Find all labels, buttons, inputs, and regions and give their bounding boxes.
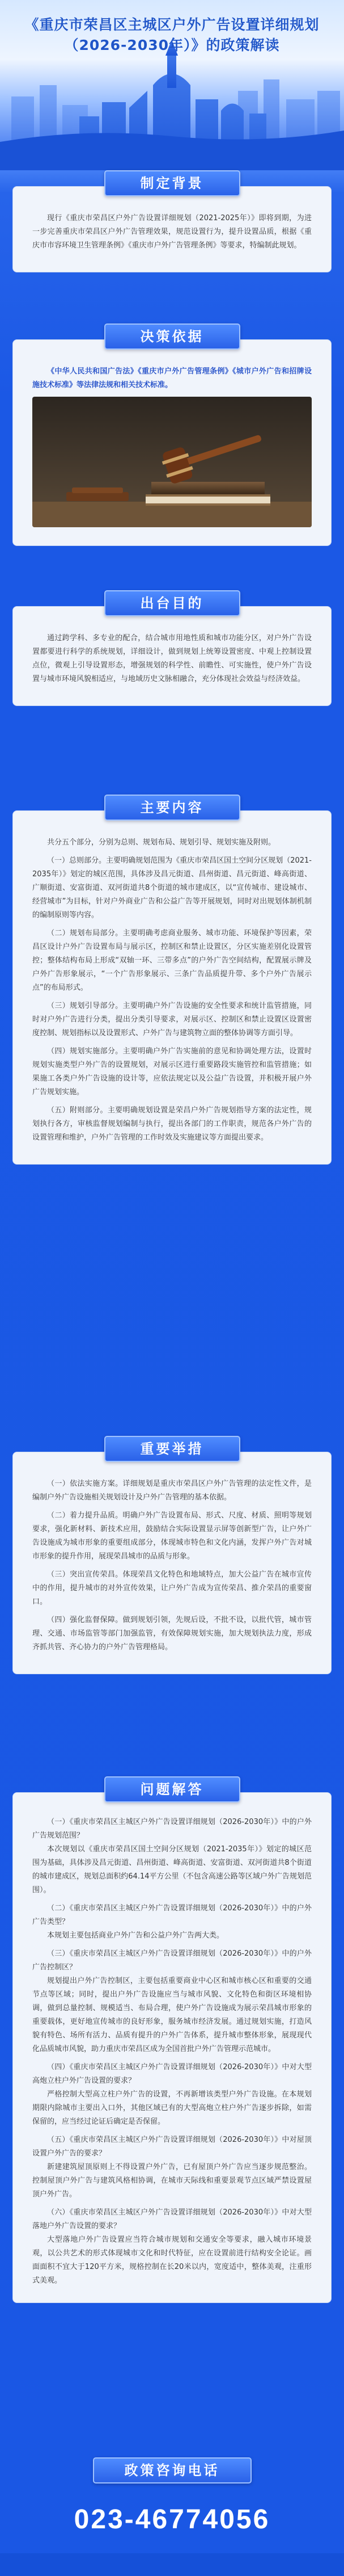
measures-card	[12, 1452, 332, 1674]
measures-paragraph: （二）着力提升品质。明确户外广告设置布局、形式、尺度、材质、照明等规划要求，强化新材料、新技术应用，鼓励结合实际设置显示屏等创新型广告，让户外广告设施成为城市形象的重要组成部分，体现城市特色和文化内涵，发挥户外广告对城市形象的提升作用，展现荣昌城市的品质与形象。	[32, 1511, 312, 1561]
page-title: 《重庆市荣昌区主城区户外广告设置详细规划（2026-2030年）》的政策解读	[24, 16, 320, 53]
content-paragraph: （五）附则部分。主要明确规划设置是荣昌户外广告规划指导方案的法定性，规划执行各方，审核监督规划编制与执行，提出各部门的工作职责，规范各户外广告的设置管理和维护，户外广告管理的工作时效及实施建议等方面提出要求。	[32, 1106, 312, 1142]
section-heading-content: 主要内容	[104, 795, 240, 821]
qa-question: （六）《重庆市荣昌区主城区户外广告设置详细规划（2026-2030年）》中对大型落地户外广告设置的要求？	[32, 2208, 312, 2230]
content-paragraph: （四）规划实施部分。主要明确户外广告实施前的意见和协调处理方法，设置时规划实施类型户外广告的设置规划，对展示区进行重要路段实施管控和监管措施；如果施工各类户外广告设施的设计等，应依法规定以及公益广告设置，并积极开展户外广告规划实施。	[32, 1047, 312, 1096]
qa-answer: 大型落地户外广告设置应当符合城市规划和交通安全等要求，融入城市环境景观，以公共艺术的形式体现城市文化和时代特征，应在设置前进行结构安全论证。画面面积不宜大于120平方米，规格控制在长20米以内，宽度适中，整体美观，注重形式美观。	[32, 2235, 312, 2285]
section-heading-background: 制定背景	[104, 170, 240, 196]
qa-answer: 新建建筑屋顶原则上不得设置户外广告，已有屋顶户外广告应当逐步规范整治。控制屋顶户外广告与建筑风格相协调，在城市天际线和重要景观节点区域严禁设置屋顶户外广告。	[32, 2163, 312, 2199]
background-paragraph: 现行《重庆市荣昌区户外广告设置详细规划（2021-2025年）》即将到期，为进一步完善重庆市荣昌区户外广告管理效果，规范设置行为，提升设置品质，根据《重庆市市容环境卫生管理条例》《重庆市户外广告管理条例》等要求，特编制此规划。	[32, 214, 312, 250]
section-header	[12, 1776, 332, 1809]
qa-answer: 本规划主要包括商业户外广告和公益户外广告两大类。	[47, 1931, 224, 1940]
section-header	[12, 323, 332, 356]
qa-answer: 规划提出户外广告控制区，主要包括重要商业中心区和城市核心区和重要的交通节点等区域；同时，提出户外广告设施应当与城市风貌、文化特色和街区环境相协调，做到总量控制、规模适当、布局合理，使户外广告设施成为展示荣昌城市形象的重要载体，更好地宣传城市的良好形象，服务城市经济发展。通过规划实施，打造风貌有特色、场所有活力、品质有提升的户外广告体系，提升城市整体形象，展现现代化品质城市风貌，助力重庆市荣昌区成为全国首批户外广告管理示范城市。	[32, 1977, 312, 2053]
purpose-paragraph: 通过跨学科、多专业的配合，结合城市用地性质和城市功能分区，对户外广告设置都要进行科学的系统规划，详细设计，做到规划上统筹设置密度、中观上控制设置点位，微观上引导设置形态，增强规划的科学性、前瞻性、可实施性，使户外广告设置与城市环境风貌相适应，与地域历史文脉相融合，充分体现社会效益与经济效益。	[32, 634, 312, 683]
measures-paragraph: （四）强化监督保障。做到规划引领，先规后设，不批不设，以批代管，城市管理、交通、市场监管等部门加强监管，有效保障规划实施，加大规划执法力度，形成齐抓共管、齐心协力的户外广告管理格局。	[32, 1616, 312, 1652]
gavel-image	[32, 397, 312, 527]
section-content	[12, 795, 332, 1165]
section-contact	[12, 2457, 332, 2535]
qa-card	[12, 1792, 332, 2303]
section-heading-basis: 决策依据	[104, 323, 240, 350]
measures-paragraph: （一）依法实施方案。详细规划是重庆市荣昌区户外广告管理的法定性文件，是编制户外广告设施相关规划设计及户外广告管理的基本依据。	[32, 1480, 312, 1502]
basis-paragraph: 《中华人民共和国广告法》《重庆市户外广告管理条例》《城市户外广告和招牌设施技术标准》等法律法规和相关技术标准。	[32, 367, 312, 389]
qa-item	[32, 2133, 312, 2201]
qa-question: （三）《重庆市荣昌区主城区户外广告设置详细规划（2026-2030年）》中的户外广告控制区？	[32, 1949, 312, 1972]
section-header	[12, 1436, 332, 1469]
section-measures	[12, 1436, 332, 1674]
qa-item	[32, 1947, 312, 2056]
qa-answer: 严格控制大型高立柱户外广告的设置，不再新增该类型户外广告设施。在本规划期限内除城市主要出入口外，其他区域已有的大型高炮立柱户外广告逐步拆除，如需保留的，应当经过论证后确定是否保留。	[32, 2090, 312, 2126]
qa-question: （五）《重庆市荣昌区主城区户外广告设置详细规划（2026-2030年）》中对屋顶设置户外广告的要求？	[32, 2136, 312, 2158]
qa-question: （四）《重庆市荣昌区主城区户外广告设置详细规划（2026-2030年）》中对大型高炮立柱户外广告设置的要求？	[32, 2063, 312, 2085]
phone-number[interactable]: 023-46774056	[74, 2504, 270, 2535]
qa-question: （一）《重庆市荣昌区主城区户外广告设置详细规划（2026-2030年）》中的户外广告规划范围？	[32, 1818, 312, 1840]
qa-item	[32, 1902, 312, 1943]
section-heading-contact: 政策咨询电话	[93, 2457, 252, 2483]
content-paragraph: （二）规划布局部分。主要明确考虑商业服务、城市功能、环境保护等因素，荣昌区设计户外广告设置布局与展示区，控制区和禁止设置区，分区实施差别化设置管控；整体结构布局上形成“双轴一环、三带多点”的户外广告空间结构，配置展示牌及户外广告形象展示，“一个广告形象展示、三条广告品质提升带、多个户外广告展示点”的布局形式。	[32, 929, 312, 992]
basis-card	[12, 339, 332, 546]
section-background	[12, 170, 332, 272]
section-heading-measures: 重要举措	[104, 1436, 240, 1462]
section-header	[12, 795, 332, 827]
section-heading-purpose: 出台目的	[104, 590, 240, 616]
qa-answer: 本次规划以《重庆市荣昌区国土空间分区规划（2021-2035年）》划定的城区范围为基础，具体涉及昌元街道、昌州街道、峰高街道、安富街道、双河街道共8个街道的城市建成区，规划总面积约64.14平方公里（不包含高速公路等区域户外广告规划范围）。	[32, 1845, 312, 1894]
footer-band	[0, 2553, 344, 2576]
section-basis	[12, 323, 332, 546]
qa-item	[32, 2206, 312, 2288]
section-header	[12, 590, 332, 623]
qa-item	[32, 1816, 312, 1897]
section-header	[12, 2457, 332, 2490]
section-qa	[12, 1776, 332, 2303]
measures-paragraph: （三）突出宣传荣昌。体现荣昌文化特色和地域特点，加大公益广告在城市宣传中的作用，提升城市的对外宣传效果，让户外广告成为宣传荣昌、推介荣昌的重要窗口。	[32, 1570, 312, 1606]
qa-question: （二）《重庆市荣昌区主城区户外广告设置详细规划（2026-2030年）》中的户外广告类型？	[32, 1904, 312, 1926]
content-paragraph: （一）总则部分。主要明确规划范围为《重庆市荣昌区国土空间分区规划（2021-2035年）》划定的城区范围，具体涉及昌元街道、昌州街道、昌元街道、峰高街道、广顺街道、安富街道、双河街道共8个街道的城市建成区，以“宣传城市、建设城市、经营城市”为目标，针对户外商业广告和公益广告等开展规划，同时对出规划体制机制的编制原则等内容。	[32, 856, 312, 919]
gavel-illustration	[32, 397, 312, 527]
content-paragraph: 共分五个部分，分别为总则、规划布局、规划引导、规划实施及附则。	[47, 838, 276, 847]
qa-item	[32, 2061, 312, 2129]
section-purpose	[12, 590, 332, 706]
section-header	[12, 170, 332, 203]
header-banner	[0, 0, 344, 170]
content-card	[12, 810, 332, 1165]
section-heading-qa: 问题解答	[104, 1776, 240, 1802]
content-paragraph: （三）规划引导部分。主要明确户外广告设施的安全性要求和统计监管措施，同时对户外广告进行分类，提出分类引导要求，对展示区、控制区和禁止设置区设置密度控制、规划指标以及设置形式、户外广告与建筑物立面的整体协调等方面引导。	[32, 1002, 312, 1037]
